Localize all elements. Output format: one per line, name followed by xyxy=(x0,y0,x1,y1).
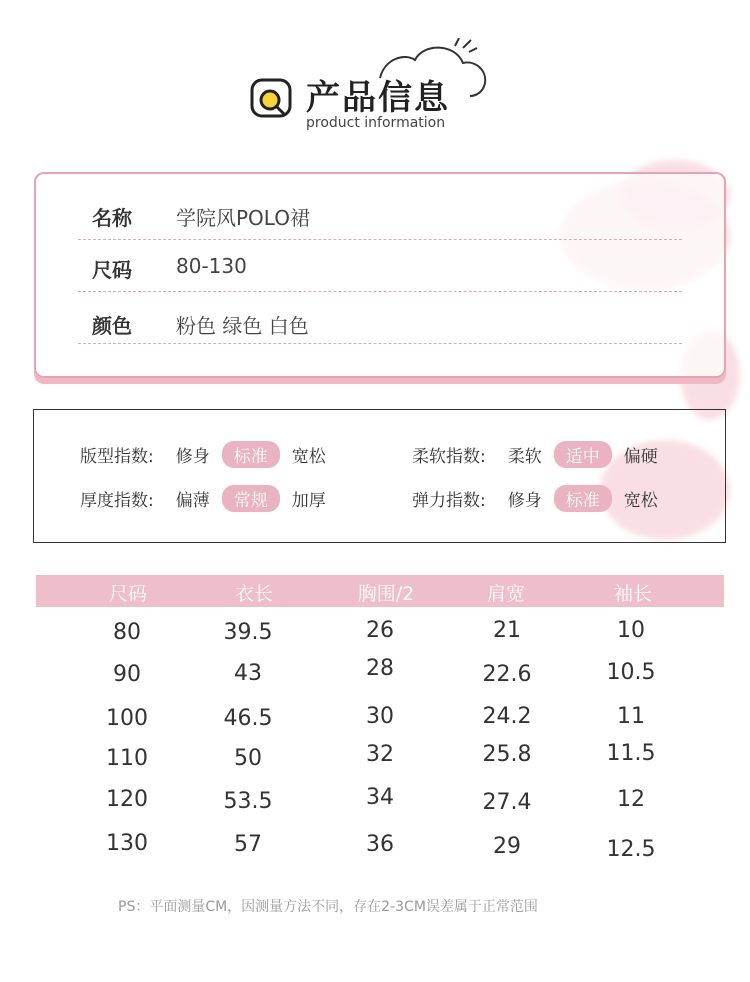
table-cell: 10 xyxy=(617,618,645,643)
table-cell: 130 xyxy=(106,831,148,856)
table-cell: 100 xyxy=(106,706,148,731)
page-title: 产品信息 xyxy=(306,78,450,118)
info-value: 粉色 绿色 白色 xyxy=(176,314,309,338)
info-value: 80-130 xyxy=(176,254,247,278)
table-cell: 43 xyxy=(234,661,262,686)
table-cell: 12.5 xyxy=(606,837,656,862)
table-cell: 50 xyxy=(234,746,262,771)
info-row-color xyxy=(78,296,682,344)
index-option: 宽松 xyxy=(623,490,658,511)
table-cell: 34 xyxy=(366,785,394,810)
table-cell: 30 xyxy=(366,704,394,729)
table-cell: 11 xyxy=(617,704,645,729)
index-label: 柔软指数: xyxy=(412,446,486,467)
table-cell: 120 xyxy=(106,787,148,812)
table-cell: 26 xyxy=(366,618,394,643)
index-softness xyxy=(412,440,670,468)
table-cell: 24.2 xyxy=(482,704,532,729)
index-fit xyxy=(80,440,338,468)
table-cell: 21 xyxy=(493,618,521,643)
fabric-index-box xyxy=(33,409,726,543)
table-header-cell: 胸围/2 xyxy=(357,583,415,605)
table-header-cell: 肩宽 xyxy=(486,583,525,605)
index-option-selected: 常规 xyxy=(222,485,280,512)
info-value: 学院风POLO裙 xyxy=(176,206,310,230)
index-label: 弹力指数: xyxy=(412,490,486,511)
table-cell: 110 xyxy=(106,746,148,771)
search-magnifier-icon xyxy=(250,76,294,120)
index-option: 加厚 xyxy=(291,490,326,511)
size-table-header xyxy=(36,575,724,607)
index-label: 厚度指数: xyxy=(80,490,154,511)
index-option-selected: 标准 xyxy=(222,441,280,468)
table-cell: 80 xyxy=(113,620,141,645)
table-cell: 27.4 xyxy=(482,790,532,815)
index-option-selected: 适中 xyxy=(554,441,612,468)
table-cell: 29 xyxy=(493,834,521,859)
table-cell: 36 xyxy=(366,832,394,857)
table-cell: 32 xyxy=(366,742,394,767)
table-cell: 22.6 xyxy=(482,662,532,687)
table-cell: 28 xyxy=(366,656,394,681)
table-cell: 25.8 xyxy=(482,742,532,767)
table-cell: 11.5 xyxy=(606,741,656,766)
index-option-selected: 标准 xyxy=(554,485,612,512)
page-subtitle: product information xyxy=(306,115,446,131)
index-option: 修身 xyxy=(175,446,210,467)
index-label: 版型指数: xyxy=(80,446,154,467)
index-option: 偏硬 xyxy=(623,446,658,467)
info-label: 颜色 xyxy=(92,314,132,338)
table-header-cell: 袖长 xyxy=(613,583,652,605)
index-option: 柔软 xyxy=(507,446,542,467)
info-label: 名称 xyxy=(92,206,132,230)
info-row-size xyxy=(78,240,682,292)
table-header-cell: 尺码 xyxy=(108,583,147,605)
table-cell: 53.5 xyxy=(223,789,273,814)
measurement-note: PS：平面测量CM，因测量方法不同，存在2-3CM误差属于正常范围 xyxy=(118,899,538,915)
table-header-cell: 衣长 xyxy=(234,583,273,605)
table-cell: 46.5 xyxy=(223,706,273,731)
info-row-name xyxy=(78,188,682,240)
info-label: 尺码 xyxy=(92,258,132,282)
index-elasticity xyxy=(412,484,670,512)
table-cell: 57 xyxy=(234,832,262,857)
table-cell: 90 xyxy=(113,662,141,687)
index-thickness xyxy=(80,484,338,512)
table-cell: 12 xyxy=(617,787,645,812)
product-info-card xyxy=(34,172,726,378)
index-option: 偏薄 xyxy=(175,490,210,511)
table-cell: 10.5 xyxy=(606,660,656,685)
index-option: 修身 xyxy=(507,490,542,511)
table-cell: 39.5 xyxy=(223,620,273,645)
index-option: 宽松 xyxy=(291,446,326,467)
